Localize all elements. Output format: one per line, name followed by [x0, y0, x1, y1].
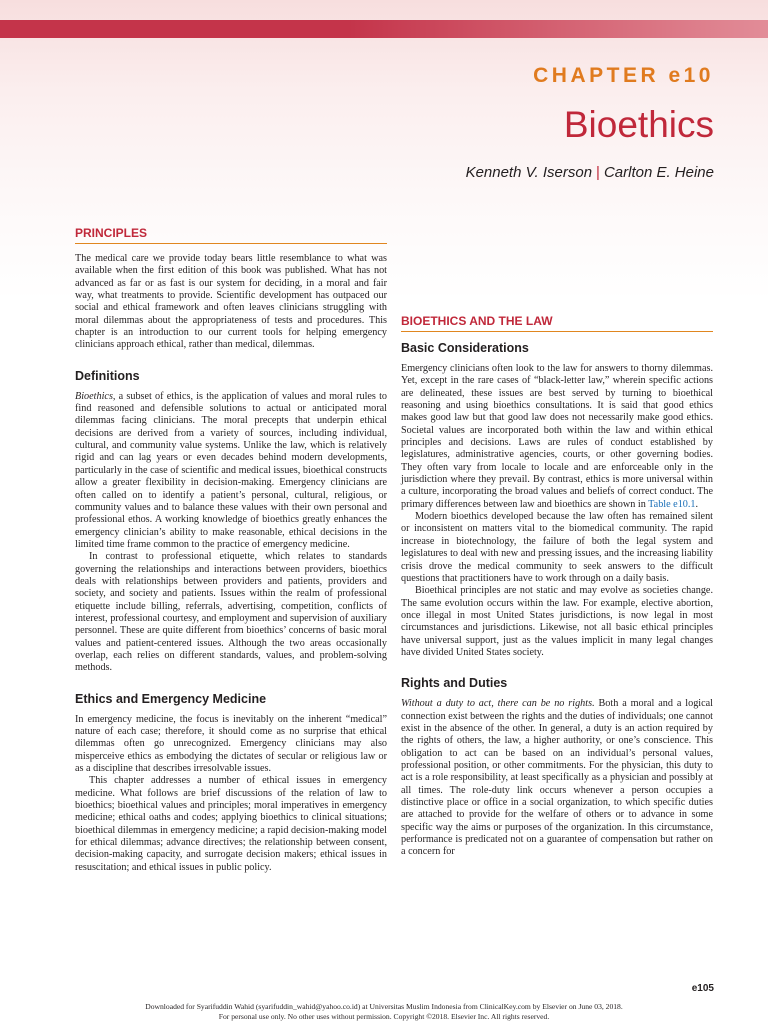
- chapter-label: CHAPTER e10: [533, 64, 714, 87]
- download-footer: [0, 1002, 768, 1021]
- rights-duties-paragraph: [401, 698, 713, 858]
- right-column: [401, 226, 713, 859]
- principles-heading: PRINCIPLES: [75, 226, 387, 244]
- page-number: e105: [691, 983, 714, 994]
- basic-text-before-link: Emergency clinicians often look to the law for answers to thorny dilemmas. Yet, except in the rare cases of “black-letter law,” wherein specific actions are delineated, these issues are best served by turning to bioethical reasoning and using bioethics consultations. It is said that good ethics makes good law but that good law does not necessarily make good ethics. Societal values are incorporated both within the law and within ethical principles and decisions. Laws are rules of conduct established by legislatures, administrative agencies, courts, or other governing bodies. They often vary from locale to locale and are enforceable only in the jurisdiction where they prevail. By contrast, ethics is more universal within a culture, incorporating the broad values and beliefs of correct conduct. The primary differences between law and bioethics are shown in: [401, 363, 713, 510]
- rights-text: Both a moral and a logical connection exist between the rights and the duties of individuals; one cannot exist in the absence of the other. In general, a duty is an action required by the rights of others, the law, a higher authority, or one’s conscience. This obligation to act can be based on an individual’s personal values, professional position, or other commitments. For the physician, this duty to act is a role responsibility, at least specifically as a physician and possibly at all times. The role-duty link occurs whenever a person occupies a distinctive place or office in a social organization, to which specific duties are attached to provide for the welfare of others or to advance in some specific way the aims or purposes of the organization. In this circumstance, performance is predicated not on a guarantee of compensation but rather on a concern for: [401, 698, 713, 858]
- principles-static-paragraph: Bioethical principles are not static and may evolve as societies change. The same evolution occurs within the law. For example, elective abortion, once illegal in most United States jurisdictions, is now legal in most circumstances and jurisdictions. Likewise, not all basic ethical principles have universal support, just as the values implicit in many legal changes have divided United States society.: [401, 585, 713, 658]
- ethics-em-heading: Ethics and Emergency Medicine: [75, 691, 267, 706]
- table-link[interactable]: Table e10.1: [648, 498, 696, 510]
- left-column: [75, 226, 387, 874]
- author-separator: |: [596, 164, 600, 181]
- basic-considerations-paragraph: [401, 363, 713, 511]
- author-2: Carlton E. Heine: [603, 164, 714, 181]
- header-stripe: [0, 20, 768, 38]
- authors: [466, 164, 714, 181]
- rights-line: For personal use only. No other uses without permission. Copyright ©2018. Elsevier Inc. All rights reserved.: [218, 1011, 550, 1021]
- definitions-text: a subset of ethics, is the application of values and moral rules to find reasoned and defensible solutions to actual or anticipated moral dilemmas facing clinicians. The moral precepts that underpin ethical decisions are derived from a variety of sources, including individual, cultural, and community value systems. Unlike the law, which is relatively rigid and can lag years or even decades behind modern developments, particularly in the case of scientific and medical issues, bioethical constructs allow a greater flexibility in decision-making. Emergency clinicians are often called on to identify a patient’s personal, cultural, religious, or community values and to balance these values with their own personal and professional ethos. A working knowledge of bioethics greatly enhances the emergency clinician’s ability to make reasonable, ethical decisions in the limited time frame common to the practice of emergency medicine.: [75, 390, 387, 550]
- header-stripe-fade: [348, 20, 768, 38]
- modern-bioethics-paragraph: Modern bioethics developed because the law often has remained silent or inconsistent on matters vital to the biomedical community. The rapid increase in biotechnology, the failure of both the legal system and legislatures to deal with new and pressing issues, and the increasing liability crisis drove the medical community to seek answers to the difficult questions that practitioners have to work through on a daily basis.: [401, 511, 713, 584]
- download-line: Downloaded for Syarifuddin Wahid (syarifuddin_wahid@yahoo.co.id) at Universitas Muslim Indonesia from ClinicalKey.com by Elsevier on June 03, 2018.: [145, 1002, 623, 1011]
- ethics-em-paragraph-1: In emergency medicine, the focus is inevitably on the inherent “medical” nature of each case; therefore, it should come as no surprise that ethical dilemmas often go unrecognized. Emergency clinicians may also misperceive ethics as embodying the dictates of secular or religious law or as a discipline that describes irresolvable issues.: [75, 713, 387, 775]
- chapter-title: Bioethics: [563, 104, 714, 145]
- ethics-em-paragraph-2: This chapter addresses a number of ethical issues in emergency medicine. What follows are brief discussions of the relation of law to bioethics; bioethical values and principles; moral imperatives in emergency medicine; ethical oaths and codes; applying bioethics to clinical situations; bioethical dilemmas in emergency medicine; a rapid decision-making model for ethical dilemmas; advance directives; the relationship between consent, decision-making capacity, and surrogate decision makers; ethical issues in resuscitation; and ethical issues in public policy.: [75, 775, 387, 873]
- definitions-term: Bioethics,: [75, 390, 116, 402]
- rights-lead: Without a duty to act, there can be no rights.: [401, 698, 595, 710]
- definitions-paragraph: [75, 391, 387, 551]
- basic-considerations-heading: Basic Considerations: [401, 341, 529, 355]
- rights-duties-heading: Rights and Duties: [401, 676, 508, 691]
- etiquette-paragraph: In contrast to professional etiquette, which relates to standards governing the relationships and interactions between providers, bioethics deals with relationships between providers and patients, providers and society, and society and patients. Issues within the realm of professional etiquette include billing, referrals, advertising, competition, conflicts of interest, professional courtesy, and employment and supervision of auxiliary personnel. These are quite different from bioethics’ concerns of basic moral values and patient-centered issues. Although the two areas occasionally overlap, each relies on different standards, values, and problem-solving methods.: [75, 551, 387, 674]
- definitions-heading: Definitions: [75, 368, 140, 383]
- author-1: Kenneth V. Iserson: [465, 164, 593, 181]
- principles-paragraph: The medical care we provide today bears little resemblance to what was available when the first edition of this book was published. What has not advanced as far or as fast is our system for deciding, in a moral and fair way, what treatments to provide. Scientific development has outpaced our social and ethical framework and often leaves clinicians struggling with moral dilemmas about the appropriateness of tests and procedures. This chapter is an introduction to our current tools for helping emergency clinicians approach ethical, rather than medical, dilemmas.: [75, 253, 387, 351]
- basic-text-after-link: .: [695, 498, 699, 510]
- law-heading: BIOETHICS AND THE LAW: [401, 314, 713, 332]
